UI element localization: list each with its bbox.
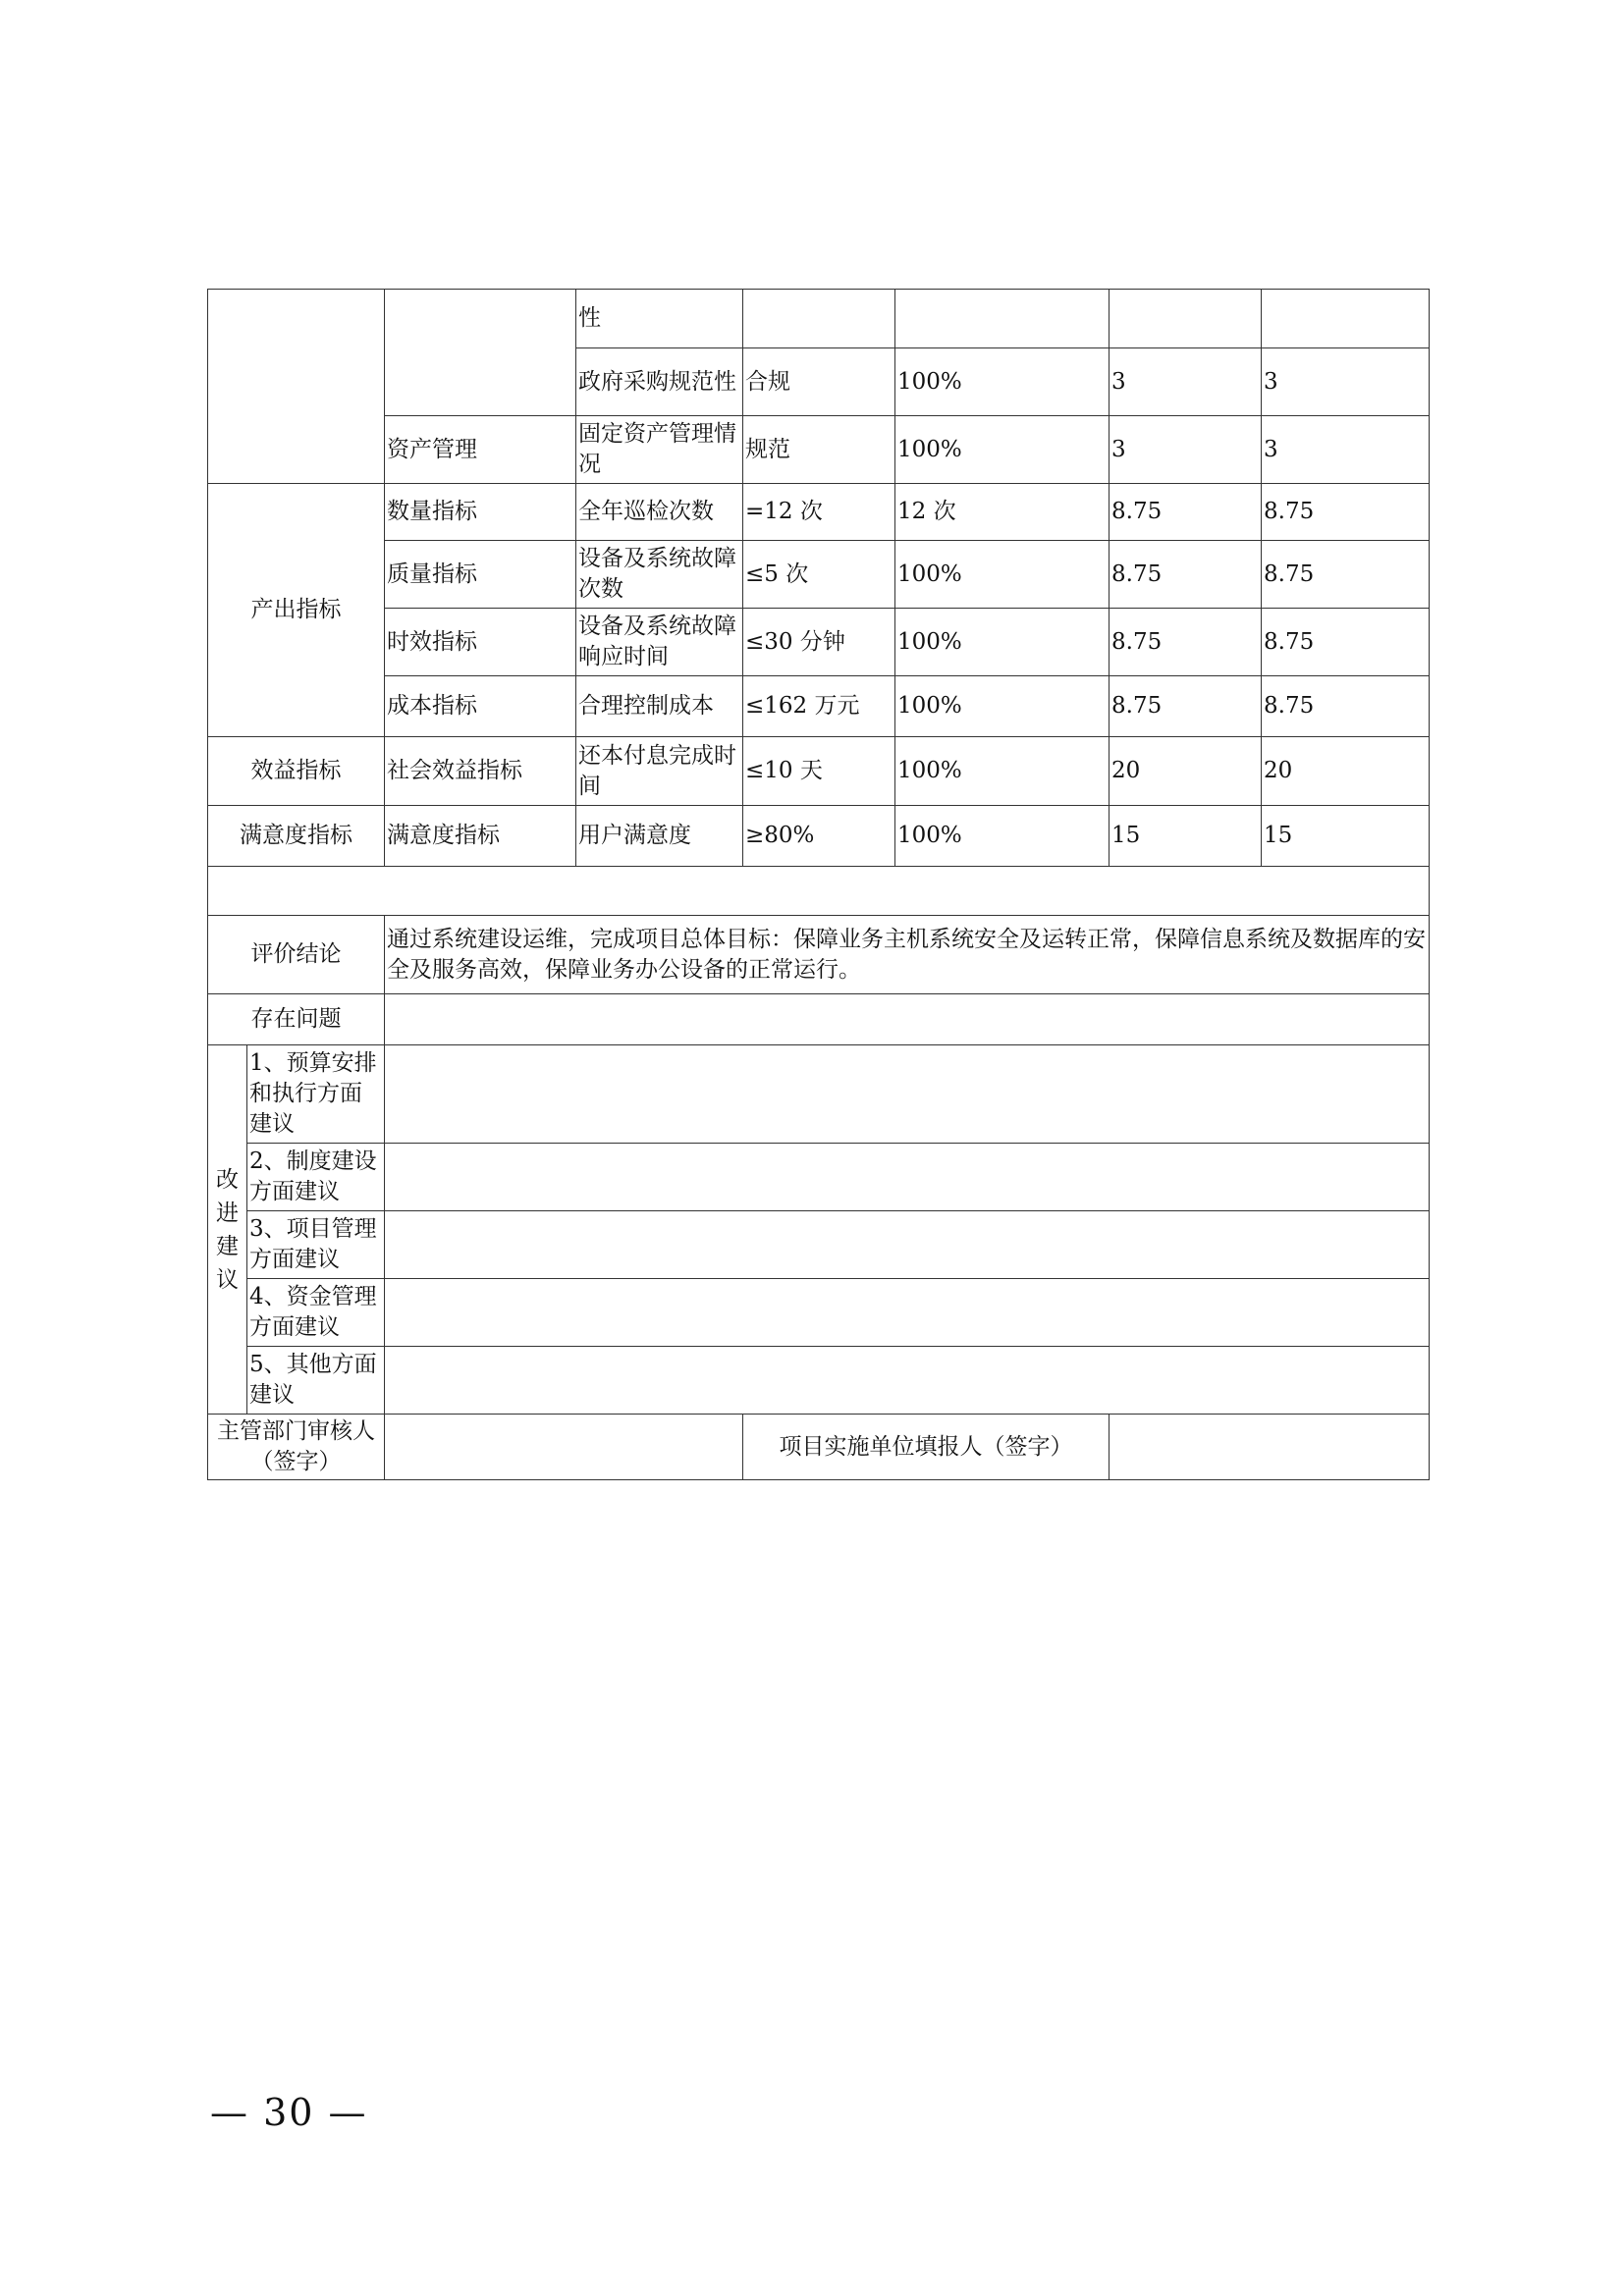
- target-cell: ≤162 万元: [743, 676, 895, 737]
- indicator-cell: 全年巡检次数: [576, 484, 743, 541]
- weight-cell: 3: [1110, 348, 1262, 416]
- actual-cell: 100%: [895, 676, 1110, 737]
- problems-label: 存在问题: [208, 994, 385, 1045]
- indicator-cell: 性: [576, 290, 743, 348]
- subcategory-cell: 社会效益指标: [385, 737, 576, 806]
- subcategory-cell: 满意度指标: [385, 806, 576, 867]
- score-cell: 15: [1262, 806, 1430, 867]
- actual-cell: 100%: [895, 806, 1110, 867]
- weight-cell: 20: [1110, 737, 1262, 806]
- problems-text: [385, 994, 1430, 1045]
- suggestion-item-label: 5、其他方面建议: [247, 1347, 385, 1415]
- suggestion-item-label: 4、资金管理方面建议: [247, 1279, 385, 1347]
- table-row: [208, 737, 1430, 806]
- indicator-cell: 设备及系统故障次数: [576, 541, 743, 609]
- actual-cell: 12 次: [895, 484, 1110, 541]
- table-row: [208, 994, 1430, 1045]
- actual-cell: 100%: [895, 541, 1110, 609]
- suggestion-item-text: [385, 1347, 1430, 1415]
- target-cell: ≤10 天: [743, 737, 895, 806]
- table-row: [208, 867, 1430, 916]
- conclusion-label: 评价结论: [208, 916, 385, 994]
- target-cell: ≤5 次: [743, 541, 895, 609]
- subcategory-cell: 成本指标: [385, 676, 576, 737]
- conclusion-text: 通过系统建设运维，完成项目总体目标：保障业务主机系统安全及运转正常，保障信息系统及数据库的安全及服务高效，保障业务办公设备的正常运行。: [385, 916, 1430, 994]
- actual-cell: 100%: [895, 737, 1110, 806]
- table-row: [208, 484, 1430, 541]
- reviewer-signature: [385, 1415, 743, 1480]
- subcategory-cell: 资产管理: [385, 416, 576, 484]
- suggestion-item-text: [385, 1211, 1430, 1279]
- subcategory-cell-empty: [385, 290, 576, 416]
- filler-signature: [1110, 1415, 1430, 1480]
- suggestions-label: 改进建议: [216, 1166, 239, 1293]
- target-cell: [743, 290, 895, 348]
- performance-evaluation-table: [207, 289, 1430, 1480]
- target-cell: ≤30 分钟: [743, 609, 895, 676]
- table-row: [208, 290, 1430, 348]
- suggestion-item-text: [385, 1144, 1430, 1211]
- weight-cell: [1110, 290, 1262, 348]
- actual-cell: 100%: [895, 609, 1110, 676]
- table-row: [208, 1415, 1430, 1480]
- score-cell: 8.75: [1262, 609, 1430, 676]
- table-row: [208, 1279, 1430, 1347]
- table-row: [208, 1144, 1430, 1211]
- weight-cell: 8.75: [1110, 676, 1262, 737]
- target-cell: =12 次: [743, 484, 895, 541]
- suggestion-item-label: 1、预算安排和执行方面建议: [247, 1045, 385, 1144]
- table-row: [208, 806, 1430, 867]
- weight-cell: 15: [1110, 806, 1262, 867]
- suggestion-item-label: 3、项目管理方面建议: [247, 1211, 385, 1279]
- table-row: [208, 1347, 1430, 1415]
- weight-cell: 8.75: [1110, 609, 1262, 676]
- subcategory-cell: 时效指标: [385, 609, 576, 676]
- score-cell: [1262, 290, 1430, 348]
- table-row: [208, 916, 1430, 994]
- table-row: [208, 676, 1430, 737]
- suggestions-label-cell: [208, 1045, 247, 1415]
- indicator-cell: 设备及系统故障响应时间: [576, 609, 743, 676]
- table-row: [208, 1211, 1430, 1279]
- indicator-cell: 合理控制成本: [576, 676, 743, 737]
- suggestion-item-label: 2、制度建设方面建议: [247, 1144, 385, 1211]
- page-number: — 30 —: [210, 2091, 368, 2134]
- filler-label: 项目实施单位填报人（签字）: [743, 1415, 1110, 1480]
- target-cell: ≥80%: [743, 806, 895, 867]
- category-cell-empty: [208, 290, 385, 484]
- actual-cell: [895, 290, 1110, 348]
- suggestion-item-text: [385, 1045, 1430, 1144]
- weight-cell: 8.75: [1110, 484, 1262, 541]
- score-cell: 3: [1262, 348, 1430, 416]
- blank-row-cell: [208, 867, 1430, 916]
- score-cell: 20: [1262, 737, 1430, 806]
- indicator-cell: 固定资产管理情况: [576, 416, 743, 484]
- subcategory-cell: 数量指标: [385, 484, 576, 541]
- indicator-cell: 还本付息完成时间: [576, 737, 743, 806]
- table-row: [208, 541, 1430, 609]
- table-row: [208, 416, 1430, 484]
- benefit-indicator-label: 效益指标: [208, 737, 385, 806]
- weight-cell: 8.75: [1110, 541, 1262, 609]
- suggestion-item-text: [385, 1279, 1430, 1347]
- table-row: [208, 1045, 1430, 1144]
- score-cell: 3: [1262, 416, 1430, 484]
- table-row: [208, 609, 1430, 676]
- output-indicator-label: 产出指标: [208, 484, 385, 737]
- score-cell: 8.75: [1262, 676, 1430, 737]
- indicator-cell: 政府采购规范性: [576, 348, 743, 416]
- satisfaction-indicator-label: 满意度指标: [208, 806, 385, 867]
- actual-cell: 100%: [895, 416, 1110, 484]
- target-cell: 合规: [743, 348, 895, 416]
- actual-cell: 100%: [895, 348, 1110, 416]
- reviewer-label: 主管部门审核人（签字）: [208, 1415, 385, 1480]
- subcategory-cell: 质量指标: [385, 541, 576, 609]
- score-cell: 8.75: [1262, 484, 1430, 541]
- weight-cell: 3: [1110, 416, 1262, 484]
- score-cell: 8.75: [1262, 541, 1430, 609]
- indicator-cell: 用户满意度: [576, 806, 743, 867]
- target-cell: 规范: [743, 416, 895, 484]
